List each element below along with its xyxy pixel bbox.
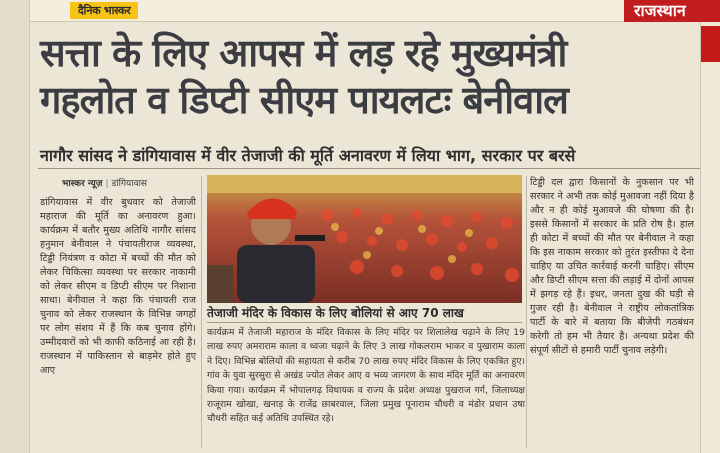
article-column-right: टिड्डी दल द्वारा किसानों के नुकसान पर भी सरकार ने अभी तक कोई मुआवजा नहीं दिया है और न ही कोई मुआवजे की घोषणा की है। इससे किसानों में सरकार के प्रति रोष है। हाल ही कोटा में बच्चों की मौत पर बेनीवाल ने कहा कि इस नाकाम सरकार को तुरंत इस्तीफा दे देना चाहिए या उचित कार्रवाई करनी चाहिए। सीएम और डिप्टी सीएम सत्ता की लड़ाई में दोनों आपस में झगड़ रहे हैं। इधर, जनता दुख की घड़ी से गुजर रही है। बेनीवाल ने राष्ट्रीय लोकतांत्रिक पार्टी के बारे में बताया कि बीजेपी गठबंधन करेगी तो हम भी तैयार है। अन्यथा प्रदेश की संपूर्ण सीटों से हमारी पार्टी चुनाव लड़ेगी। [530,177,694,356]
photo-caption-title: तेजाजी मंदिर के विकास के लिए बोलियां से आए 70 लाख [207,306,464,320]
news-photo [207,175,522,303]
byline-place: डांगियावास [111,179,148,189]
column-divider-left [201,176,202,448]
section-label: राजस्थान [624,0,720,22]
caption-rule [207,322,522,323]
adjacent-red-block [701,26,720,62]
headline-line-2: गहलोत व डिप्टी सीएम पायलटः बेनीवाल [40,78,568,122]
photo-caption-body: कार्यक्रम में तेजाजी महाराज के मंदिर विकास के लिए मंदिर पर शिलालेख चढ़ाने के लिए 19 लाख रुपए अमराराम काला व ध्वजा चढ़ाने के लिए 3 लाख गोकलराम भाकर व पुखाराम काला ने दिए। विभिन्न बोलियों की सहायता से करीब 70 लाख रुपए मंदिर विकास के लिए एकत्रित हुए। गांव के युवा सुरसुरा से अखंड ज्योत लेकर आए व भव्य जागरण के साथ मंदिर मूर्ति का अनावरण किया गया। कार्यक्रम में भोपालगढ़ विधायक व राज्य के प्रदेश अध्यक्ष पुखराज गर्ग, जिलाध्यक्ष राजूराम खोखा, खनाड़ के राजेंद्र छाबरवाल, जिला प्रमुख पूनाराम चौधरी व मंडोर प्रधान उषा चौधरी सहित कई अतिथि उपस्थित रहे। [207,327,525,425]
page-left-margin [0,0,30,453]
headline-line-1: सत्ता के लिए आपस में लड़ रहे मुख्यमंत्री [40,31,567,75]
top-strip [30,0,720,22]
adjacent-column-strip [700,22,720,453]
byline-agency: भास्कर न्यूज़ [62,179,103,189]
headline [40,30,700,124]
byline [62,176,147,189]
photo-illustration [207,175,522,303]
subheadline: नागौर सांसद ने डांगियावास में वीर तेजाजी की मूर्ति अनावरण में लिया भाग, सरकार पर बरसे [40,146,576,165]
column-divider-right [526,176,527,448]
divider-rule [38,168,700,169]
masthead-logo: दैनिक भास्कर [70,2,138,19]
article-column-left: डांगियावास में वीर बुधवार को तेजाजी महाराज की मूर्ति का अनावरण हुआ। कार्यक्रम में बतौर मुख्य अतिथि नागौर सांसद हनुमान बेनीवाल ने पंचायतीराज व्यवस्था, टिड्डी नियंत्रण व कोटा में बच्चों की मौत को लेकर चिकित्सा व्यवस्था पर सरकार नाकामी को लेकर सीएम व डिप्टी सीएम पर निशाना साधा। बेनीवाल ने कहा कि पंचायती राज चुनाव को लेकर राजस्थान के विभिन्न जगहों पर लोग संशय में हैं कि कब चुनाव होंगे। उम्मीदवारों को भी काफी कठिनाई आ रही है। राजस्थान में पाकिस्तान से बाड़मेर होते हुए आए [40,197,196,376]
byline-separator: | [105,179,109,189]
